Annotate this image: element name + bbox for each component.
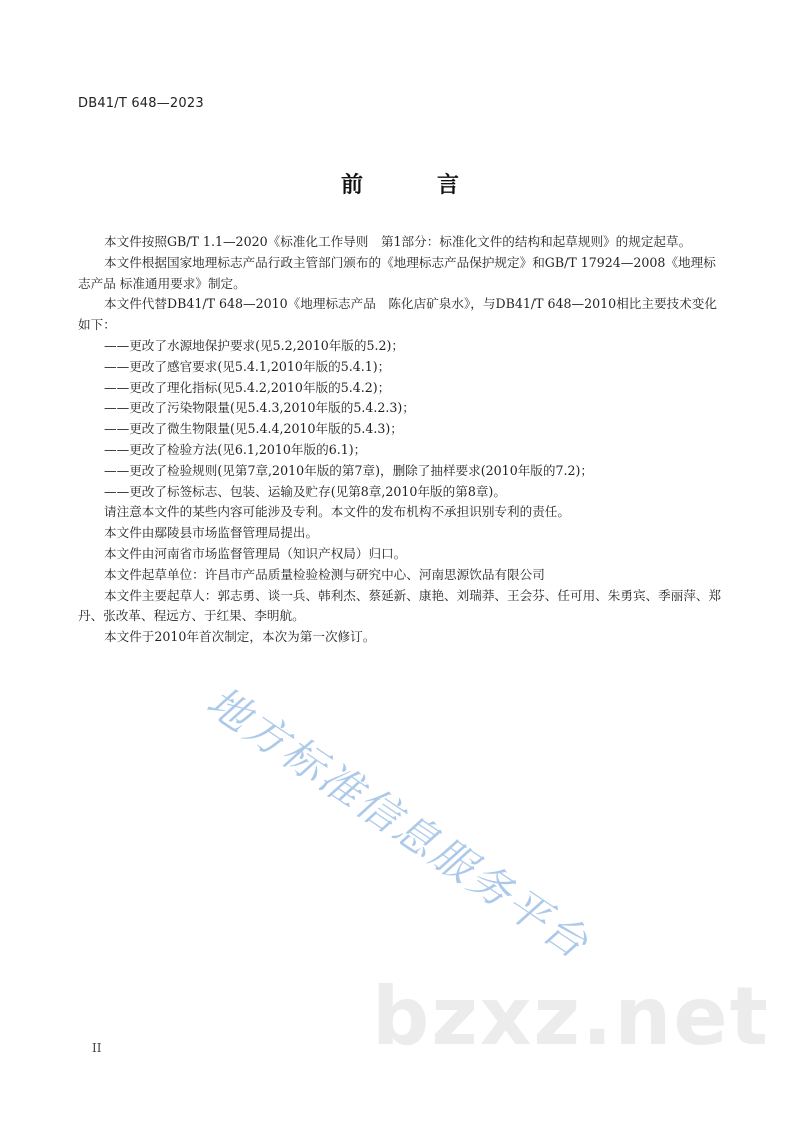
paragraph-patent-notice: 请注意本文件的某些内容可能涉及专利。本文件的发布机构不承担识别专利的责任。: [104, 504, 570, 520]
paragraph-administrator: 本文件由河南省市场监督管理局（知识产权局）归口。: [104, 545, 407, 561]
paragraph-replacement: 本文件代替DB41/T 648—2010《地理标志产品 陈化店矿泉水》，与DB41/T 648—2010相比主要技术变化如下：: [78, 296, 717, 333]
paragraph-regulation-basis: 本文件根据国家地理标志产品行政主管部门颁布的《地理标志产品保护规定》和GB/T 17924—2008《地理标志产品 标准通用要求》制定。: [78, 254, 716, 291]
watermark-text: 地方标准信息服务平台: [198, 676, 599, 969]
paragraph-proposer: 本文件由鄢陵县市场监督管理局提出。: [104, 525, 319, 541]
paragraph-revision-history: 本文件于2010年首次制定，本次为第一次修订。: [104, 629, 376, 645]
list-item: ——更改了检验规则(见第7章,2010年版的第7章)，删除了抽样要求(2010年版的7.2)；: [104, 462, 594, 478]
paragraph-drafting-units: 本文件起草单位：许昌市产品质量检验检测与研究中心、河南思源饮品有限公司: [104, 566, 545, 582]
list-item: ——更改了微生物限量(见5.4.4,2010年版的5.4.3)；: [104, 421, 403, 437]
watermark-logo: bzxz.net: [372, 970, 770, 1063]
list-item: ——更改了标签标志、包装、运输及贮存(见第8章,2010年版的第8章)。: [104, 483, 506, 499]
page-title: 前 言: [340, 173, 485, 198]
paragraph-drafting-basis: 本文件按照GB/T 1.1—2020《标准化工作导则 第1部分：标准化文件的结构和起草规则》的规定起草。: [104, 234, 692, 249]
document-code: DB41/T 648—2023: [78, 96, 204, 111]
foreword-body: [78, 232, 722, 648]
list-item: ——更改了理化指标(见5.4.2,2010年版的5.4.2)；: [104, 379, 391, 395]
technical-changes-list: [78, 336, 722, 502]
list-item: ——更改了检验方法(见6.1,2010年版的6.1)；: [104, 441, 367, 457]
list-item: ——更改了污染物限量(见5.4.3,2010年版的5.4.2.3)；: [104, 400, 415, 416]
list-item: ——更改了水源地保护要求(见5.2,2010年版的5.2)；: [104, 337, 405, 353]
list-item: ——更改了感官要求(见5.4.1,2010年版的5.4.1)；: [104, 358, 391, 374]
paragraph-drafters: 本文件主要起草人：郭志勇、谈一兵、韩利杰、蔡延新、康艳、刘瑞莽、王会芬、任可用、朱勇宾、季丽萍、郑丹、张改革、程远方、于红果、李明航。: [78, 587, 722, 624]
page-number: II: [92, 1041, 102, 1055]
